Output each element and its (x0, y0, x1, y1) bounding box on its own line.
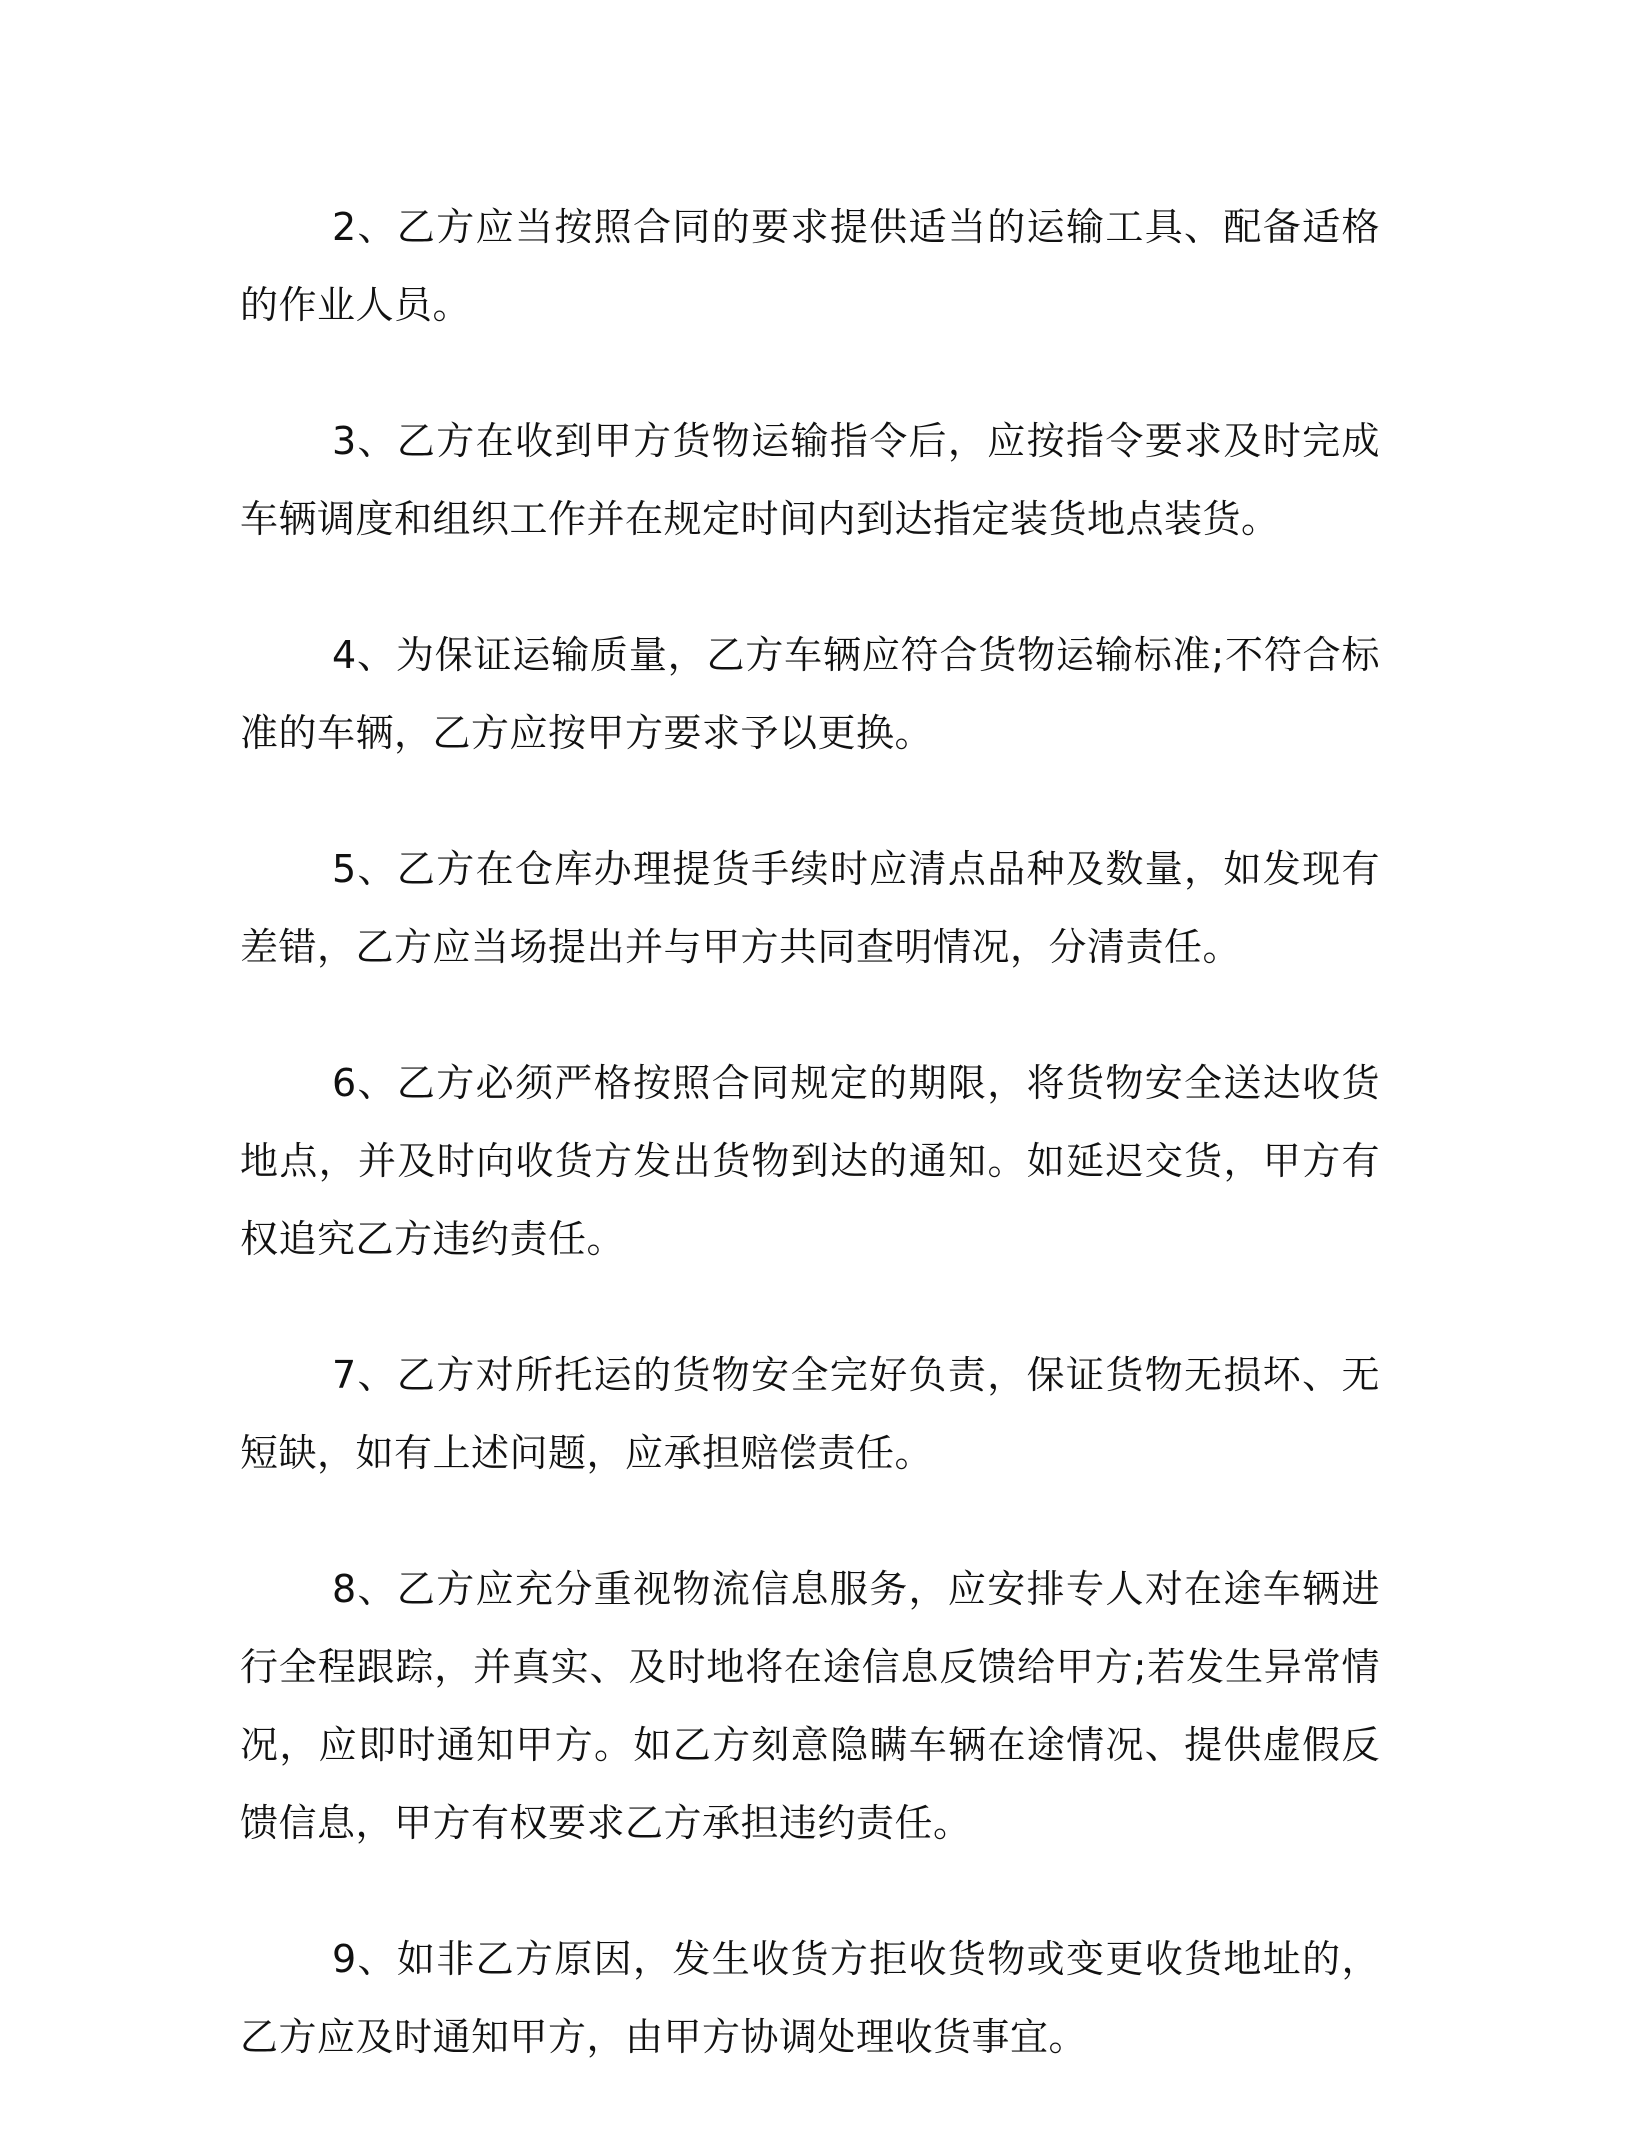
clause-3: 3、乙方在收到甲方货物运输指令后，应按指令要求及时完成车辆调度和组织工作并在规定时间内到达指定装货地点装货。 (240, 419, 1380, 541)
clause-2: 2、乙方应当按照合同的要求提供适当的运输工具、配备适格的作业人员。 (240, 205, 1380, 327)
clause-7: 7、乙方对所托运的货物安全完好负责，保证货物无损坏、无短缺，如有上述问题，应承担赔偿责任。 (240, 1353, 1380, 1475)
clause-5: 5、乙方在仓库办理提货手续时应清点品种及数量，如发现有差错，乙方应当场提出并与甲方共同查明情况，分清责任。 (240, 847, 1380, 969)
document-body (240, 188, 1380, 2134)
clause-4: 4、为保证运输质量，乙方车辆应符合货物运输标准;不符合标准的车辆，乙方应按甲方要求予以更换。 (240, 633, 1380, 755)
clause-9: 9、如非乙方原因，发生收货方拒收货物或变更收货地址的，乙方应及时通知甲方，由甲方协调处理收货事宜。 (240, 1937, 1380, 2059)
clause-8: 8、乙方应充分重视物流信息服务，应安排专人对在途车辆进行全程跟踪，并真实、及时地将在途信息反馈给甲方;若发生异常情况，应即时通知甲方。如乙方刻意隐瞒车辆在途情况、提供虚假反馈信息，甲方有权要求乙方承担违约责任。 (240, 1567, 1380, 1845)
clause-6: 6、乙方必须严格按照合同规定的期限，将货物安全送达收货地点，并及时向收货方发出货物到达的通知。如延迟交货，甲方有权追究乙方违约责任。 (240, 1061, 1380, 1261)
